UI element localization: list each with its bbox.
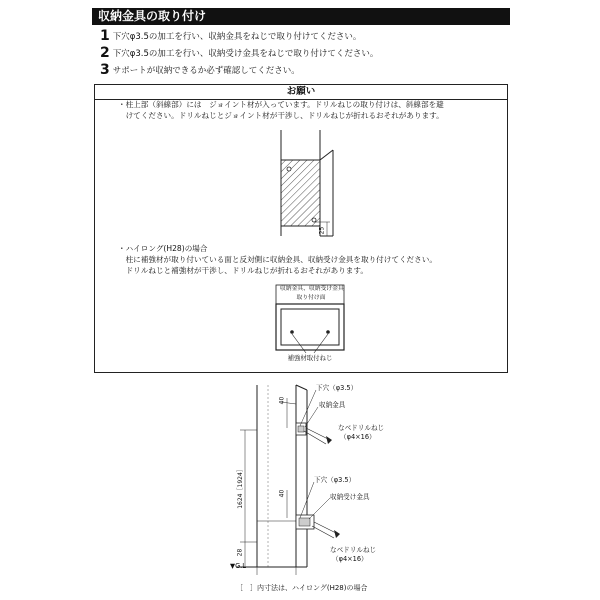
note1-line1: ・柱上部（斜線部）には ジョイント材が入っています。ドリルねじの取り付けは、斜線部を避 — [118, 100, 444, 109]
note1-dimension: 25 — [318, 226, 326, 235]
dim-height: 1624［1924］ — [236, 466, 244, 509]
step-number: 1 — [100, 28, 110, 44]
step-text: 下穴φ3.5の加工を行い、収納金具をねじで取り付けてください。 — [112, 32, 362, 42]
screw-hole — [312, 218, 316, 222]
lower-screw-label: なべドリルねじ — [330, 546, 377, 554]
step-text: 下穴φ3.5の加工を行い、収納受け金具をねじで取り付けてください。 — [112, 49, 379, 59]
upper-screw-label: なべドリルねじ — [338, 424, 385, 432]
fig2-bottom-label: 補強材取付ねじ — [287, 354, 333, 362]
step-text: サポートが収納できるか必ず確認してください。 — [112, 66, 300, 76]
ground-level-label: ▼G.L — [230, 562, 246, 570]
fig2-label-line1: 収納金具、収納受け金具 — [280, 286, 344, 292]
fig2-label-line2: 取り付け面 — [296, 295, 326, 301]
note2-line1: ・ハイロング(H28)の場合 — [118, 244, 208, 253]
lower-bracket-label: 収納受け金具 — [330, 493, 370, 501]
footnote: ［ ］内寸法は、ハイロング(H28)の場合 — [236, 584, 368, 592]
upper-screw-size: （φ4×16） — [340, 433, 376, 441]
lower-screw-size: （φ4×16） — [332, 555, 368, 563]
section-title: 収納金具の取り付け — [92, 8, 510, 25]
upper-screw-icon — [326, 436, 332, 444]
upper-hole-label: 下穴（φ3.5） — [316, 384, 358, 392]
step-number: 2 — [100, 45, 110, 61]
upper-bracket-label: 収納金具 — [319, 401, 346, 409]
column-top-figure — [281, 130, 333, 236]
lower-screw-icon — [334, 530, 340, 538]
screw-icon — [290, 330, 294, 334]
screw-hole — [287, 167, 291, 171]
note2-line3: ドリルねじと補強材が干渉し、ドリルねじが折れるおそれがあります。 — [118, 266, 368, 275]
note2-line2: 柱に補強材が取り付いている面と反対側に収納金具、収納受け金具を取り付けてください。 — [118, 255, 437, 264]
dim-mid: 40 — [278, 489, 286, 498]
step-number: 3 — [100, 62, 110, 78]
screw-icon — [326, 330, 330, 334]
dim-base: 28 — [236, 548, 244, 557]
dim-top: 40 — [278, 396, 286, 405]
note1-line2: けてください。ドリルねじとジョイント材が干渉し、ドリルねじが折れるおそれがあります。 — [118, 111, 444, 120]
lower-hole-label: 下穴（φ3.5） — [314, 476, 356, 484]
notice-title: お願い — [95, 85, 507, 100]
